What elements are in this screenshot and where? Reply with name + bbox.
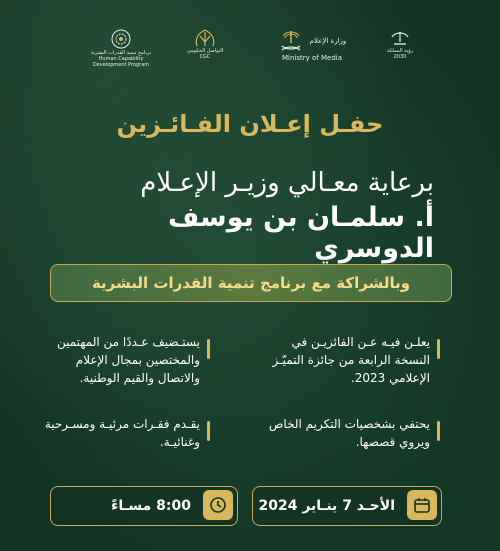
host-block bbox=[44, 333, 200, 387]
announce-block bbox=[260, 333, 430, 387]
shows-text: يقـدم فقـرات مرئيـة ومسـرحية وغنائيـة. bbox=[44, 417, 200, 449]
date-chip bbox=[252, 486, 442, 526]
celebrate-block bbox=[260, 415, 430, 451]
clock-icon bbox=[203, 490, 233, 520]
celebrate-text: يحتفي بشخصيات التكريم الخاص ويروي قصصها. bbox=[268, 417, 430, 449]
event-time: 8:00 مسـاءً bbox=[111, 498, 191, 514]
event-date: الأحـد 7 ينـاير 2024 bbox=[258, 498, 395, 514]
hcdp-ar-label: برنامج تنمية القدرات البشرية bbox=[90, 50, 151, 56]
hcdp-logo bbox=[86, 28, 156, 68]
vision-ar-label: رؤية المملكة bbox=[386, 48, 414, 54]
sponsor-line: برعاية معـالي وزيـر الإعـلام bbox=[140, 168, 434, 198]
logos-bar bbox=[0, 28, 500, 68]
vision-year-label: 2030 bbox=[393, 54, 407, 60]
hcdp-emblem-icon bbox=[110, 28, 132, 50]
calendar-icon bbox=[407, 490, 437, 520]
gold-bullet-bar bbox=[437, 421, 440, 441]
ministry-ar-label: وزارة الإعلام bbox=[309, 37, 347, 45]
host-text: يستـضيف عـددًا من المهتمين والمختصين بمجال الإعلام والاتصال والقيم الوطنية. bbox=[56, 335, 200, 385]
time-chip bbox=[50, 486, 238, 526]
hcdp-en-label-1: Human Capability bbox=[98, 56, 144, 62]
vision-2030-logo bbox=[382, 28, 418, 60]
palm-swords-emblem-icon bbox=[278, 28, 304, 54]
cgc-logo bbox=[180, 28, 230, 60]
cgc-en-label: CGC bbox=[199, 54, 211, 60]
sponsor-name: أ. سلمـان بن يوسف الدوسري bbox=[167, 202, 434, 264]
gold-bullet-bar bbox=[437, 339, 440, 359]
shows-block bbox=[44, 415, 200, 451]
hcdp-en-label-2: Development Program bbox=[92, 62, 150, 68]
announce-text: يعلـن فيـه عـن الفائزيـن في النسخة الرابعة من جائزة التميّـز الإعلامي 2023. bbox=[272, 335, 430, 385]
vision-palm-icon bbox=[388, 28, 412, 48]
gold-bullet-bar bbox=[207, 421, 210, 441]
ministry-en-label: Ministry of Media bbox=[282, 54, 342, 62]
gold-bullet-bar bbox=[207, 339, 210, 359]
cgc-emblem-icon bbox=[191, 28, 219, 48]
partnership-banner: وبالشراكة مع برنامج تنمية القدرات البشرية bbox=[50, 264, 452, 302]
cgc-ar-label: التواصل الحكومي bbox=[186, 48, 224, 54]
ministry-of-media-logo bbox=[262, 28, 362, 62]
page-title: حفـل إعـلان الفـائـزين bbox=[116, 110, 384, 138]
